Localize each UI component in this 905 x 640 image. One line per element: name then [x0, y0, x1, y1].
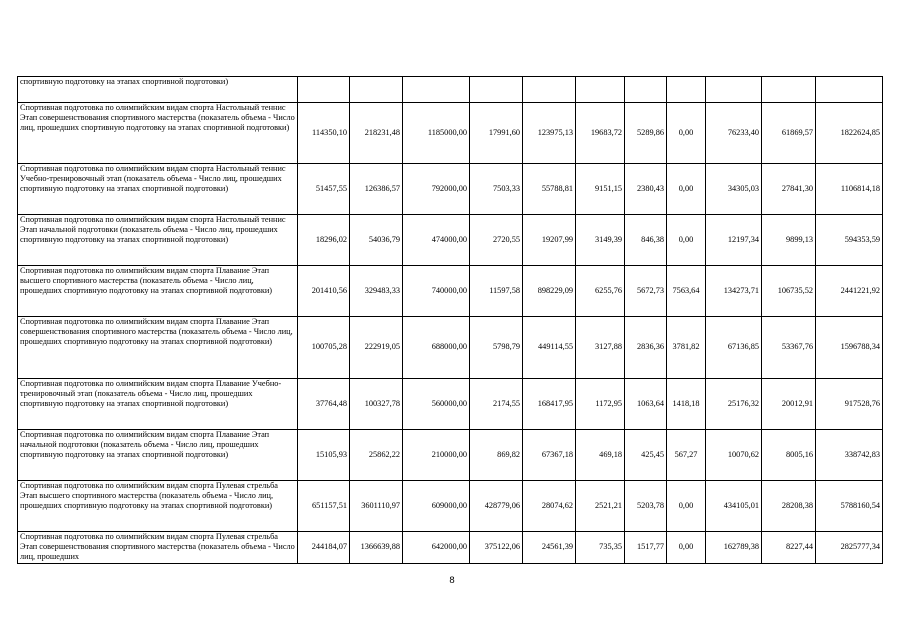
- value-cell: 375122,06: [470, 532, 523, 564]
- value-cell: [403, 77, 470, 103]
- value-cell: 17991,60: [470, 103, 523, 164]
- value-cell: 51457,55: [298, 164, 350, 215]
- value-cell: 3601110,97: [350, 481, 403, 532]
- value-cell: 244184,07: [298, 532, 350, 564]
- value-cell: 1172,95: [576, 379, 625, 430]
- value-cell: 474000,00: [403, 215, 470, 266]
- value-cell: 67136,85: [706, 317, 762, 379]
- value-cell: [816, 77, 883, 103]
- value-cell: 5788160,54: [816, 481, 883, 532]
- value-cell: 162789,38: [706, 532, 762, 564]
- value-cell: 434105,01: [706, 481, 762, 532]
- value-cell: 5203,78: [625, 481, 667, 532]
- value-cell: 25862,22: [350, 430, 403, 481]
- value-cell: 1185000,00: [403, 103, 470, 164]
- value-cell: [667, 77, 706, 103]
- table-row: [18, 266, 883, 317]
- value-cell: 15105,93: [298, 430, 350, 481]
- value-cell: [350, 77, 403, 103]
- value-cell: 7563,64: [667, 266, 706, 317]
- value-cell: 19207,99: [523, 215, 576, 266]
- row-description: Спортивная подготовка по олимпийским видам спорта Плавание Этап совершенствования спортивного мастерства (показатель объема - Число лиц, прошедших спортивную подготовку на этапах спортивной подготовки): [18, 317, 298, 379]
- value-cell: 54036,79: [350, 215, 403, 266]
- value-cell: [470, 77, 523, 103]
- value-cell: 338742,83: [816, 430, 883, 481]
- value-cell: 3149,39: [576, 215, 625, 266]
- value-cell: 0,00: [667, 164, 706, 215]
- value-cell: 218231,48: [350, 103, 403, 164]
- table-body: [18, 77, 883, 564]
- value-cell: 1106814,18: [816, 164, 883, 215]
- value-cell: 9899,13: [762, 215, 816, 266]
- value-cell: [762, 77, 816, 103]
- value-cell: 5289,86: [625, 103, 667, 164]
- value-cell: 134273,71: [706, 266, 762, 317]
- value-cell: 1822624,85: [816, 103, 883, 164]
- value-cell: 1063,64: [625, 379, 667, 430]
- table-row: [18, 164, 883, 215]
- value-cell: 846,38: [625, 215, 667, 266]
- value-cell: 1418,18: [667, 379, 706, 430]
- value-cell: 594353,59: [816, 215, 883, 266]
- value-cell: 55788,81: [523, 164, 576, 215]
- value-cell: 2825777,34: [816, 532, 883, 564]
- value-cell: 0,00: [667, 481, 706, 532]
- value-cell: 9151,15: [576, 164, 625, 215]
- row-description: Спортивная подготовка по олимпийским видам спорта Настольный теннис Этап начальной подготовки (показатель объема - Число лиц, прошедших спортивную подготовку на этапах спортивной подготовки): [18, 215, 298, 266]
- row-description: Спортивная подготовка по олимпийским видам спорта Пулевая стрельба Этап совершенствования спортивного мастерства (показатель объема - Число лиц, прошедших: [18, 532, 298, 564]
- value-cell: 53367,76: [762, 317, 816, 379]
- row-description: Спортивная подготовка по олимпийским видам спорта Плавание Этап начальной подготовки (показатель объема - Число лиц, прошедших спортивную подготовку на этапах спортивной подготовки): [18, 430, 298, 481]
- value-cell: 18296,02: [298, 215, 350, 266]
- value-cell: 469,18: [576, 430, 625, 481]
- row-description: Спортивная подготовка по олимпийским видам спорта Настольный теннис Учебно-тренировочный этап (показатель объема - Число лиц, прошедших спортивную подготовку на этапах спортивной подготовки): [18, 164, 298, 215]
- value-cell: 123975,13: [523, 103, 576, 164]
- value-cell: 8005,16: [762, 430, 816, 481]
- value-cell: 0,00: [667, 532, 706, 564]
- value-cell: 329483,33: [350, 266, 403, 317]
- value-cell: 3127,88: [576, 317, 625, 379]
- value-cell: [625, 77, 667, 103]
- value-cell: 37764,48: [298, 379, 350, 430]
- value-cell: 28208,38: [762, 481, 816, 532]
- value-cell: 0,00: [667, 215, 706, 266]
- value-cell: 740000,00: [403, 266, 470, 317]
- value-cell: 8227,44: [762, 532, 816, 564]
- row-description: Спортивная подготовка по олимпийским видам спорта Пулевая стрельба Этап высшего спортивного мастерства (показатель объема - Число лиц, прошедших спортивную подготовку на этапах спортивной подготовки): [18, 481, 298, 532]
- row-description: Спортивная подготовка по олимпийским видам спорта Плавание Учебно-тренировочный этап (показатель объема - Число лиц, прошедших спортивную подготовку на этапах спортивной подготовки): [18, 379, 298, 430]
- value-cell: 2521,21: [576, 481, 625, 532]
- table-row: [18, 532, 883, 564]
- value-cell: 126386,57: [350, 164, 403, 215]
- value-cell: 792000,00: [403, 164, 470, 215]
- value-cell: 20012,91: [762, 379, 816, 430]
- value-cell: 28074,62: [523, 481, 576, 532]
- value-cell: 100327,78: [350, 379, 403, 430]
- value-cell: 168417,95: [523, 379, 576, 430]
- value-cell: 2720,55: [470, 215, 523, 266]
- value-cell: 222919,05: [350, 317, 403, 379]
- table-row: [18, 430, 883, 481]
- value-cell: 210000,00: [403, 430, 470, 481]
- table-row: [18, 103, 883, 164]
- value-cell: 106735,52: [762, 266, 816, 317]
- value-cell: 11597,58: [470, 266, 523, 317]
- value-cell: [523, 77, 576, 103]
- value-cell: 2441221,92: [816, 266, 883, 317]
- value-cell: 688000,00: [403, 317, 470, 379]
- row-description: Спортивная подготовка по олимпийским видам спорта Настольный теннис Этап совершенствования спортивного мастерства (показатель объема - Число лиц, прошедших спортивную подготовку на этапах спортивной подготовки): [18, 103, 298, 164]
- value-cell: 1517,77: [625, 532, 667, 564]
- value-cell: 1596788,34: [816, 317, 883, 379]
- value-cell: [576, 77, 625, 103]
- value-cell: 25176,32: [706, 379, 762, 430]
- value-cell: 61869,57: [762, 103, 816, 164]
- row-description: Спортивная подготовка по олимпийским видам спорта Плавание Этап высшего спортивного мастерства (показатель объема - Число лиц, прошедших спортивную подготовку на этапах спортивной подготовки): [18, 266, 298, 317]
- value-cell: 19683,72: [576, 103, 625, 164]
- value-cell: 642000,00: [403, 532, 470, 564]
- value-cell: 24561,39: [523, 532, 576, 564]
- value-cell: 2380,43: [625, 164, 667, 215]
- table-row: [18, 77, 883, 103]
- value-cell: [706, 77, 762, 103]
- value-cell: 7503,33: [470, 164, 523, 215]
- value-cell: 3781,82: [667, 317, 706, 379]
- value-cell: 34305,03: [706, 164, 762, 215]
- table-row: [18, 379, 883, 430]
- value-cell: 67367,18: [523, 430, 576, 481]
- value-cell: 10070,62: [706, 430, 762, 481]
- value-cell: 100705,28: [298, 317, 350, 379]
- value-cell: 1366639,88: [350, 532, 403, 564]
- value-cell: 12197,34: [706, 215, 762, 266]
- value-cell: 2836,36: [625, 317, 667, 379]
- value-cell: 6255,76: [576, 266, 625, 317]
- value-cell: 5798,79: [470, 317, 523, 379]
- row-description: спортивную подготовку на этапах спортивной подготовки): [18, 77, 298, 103]
- value-cell: [298, 77, 350, 103]
- value-cell: 898229,09: [523, 266, 576, 317]
- value-cell: 114350,10: [298, 103, 350, 164]
- value-cell: 735,35: [576, 532, 625, 564]
- value-cell: 560000,00: [403, 379, 470, 430]
- value-cell: 76233,40: [706, 103, 762, 164]
- budget-table: [17, 76, 883, 564]
- value-cell: 651157,51: [298, 481, 350, 532]
- table-row: [18, 481, 883, 532]
- value-cell: 27841,30: [762, 164, 816, 215]
- page-number: 8: [449, 575, 455, 586]
- value-cell: 609000,00: [403, 481, 470, 532]
- value-cell: 5672,73: [625, 266, 667, 317]
- value-cell: 917528,76: [816, 379, 883, 430]
- value-cell: 869,82: [470, 430, 523, 481]
- table-row: [18, 215, 883, 266]
- value-cell: 201410,56: [298, 266, 350, 317]
- value-cell: 449114,55: [523, 317, 576, 379]
- value-cell: 2174,55: [470, 379, 523, 430]
- value-cell: 425,45: [625, 430, 667, 481]
- value-cell: 567,27: [667, 430, 706, 481]
- table-row: [18, 317, 883, 379]
- value-cell: 0,00: [667, 103, 706, 164]
- value-cell: 428779,06: [470, 481, 523, 532]
